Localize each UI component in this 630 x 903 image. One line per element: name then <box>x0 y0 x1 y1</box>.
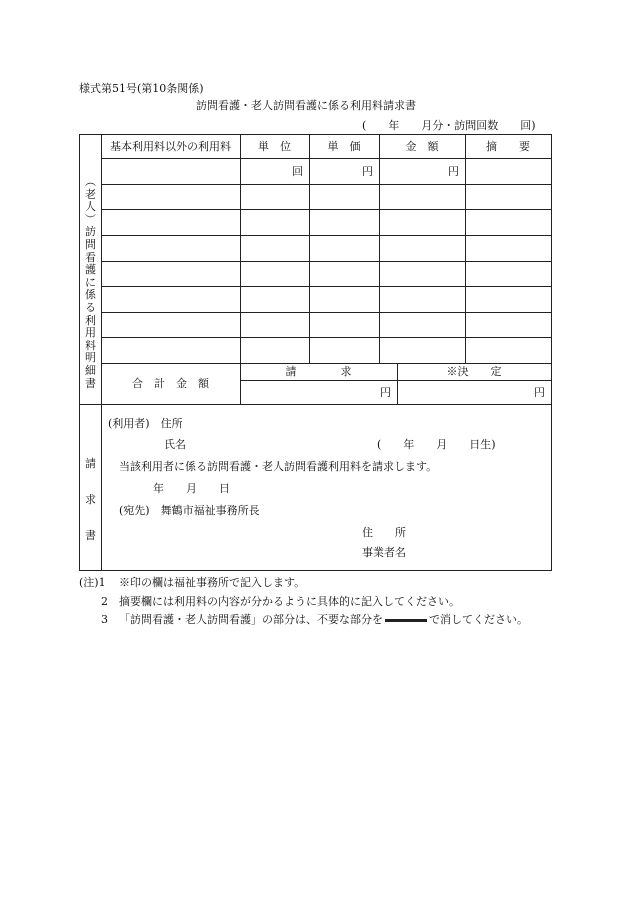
form-number: 様式第51号(第10条関係) <box>79 82 204 95</box>
note-2-number: 2 <box>101 595 108 608</box>
unit-times-mark: 回 <box>292 164 303 178</box>
note-2: 摘要欄には利用料の内容が分かるように具体的に記入してください。 <box>119 595 460 608</box>
period-line: ( 年 月分・訪問回数 回) <box>362 119 536 132</box>
vertical-char: 問 <box>85 237 96 251</box>
header-unit-price: 単 価 <box>327 139 361 153</box>
vertical-char: る <box>85 300 96 314</box>
vertical-char: に <box>85 275 96 289</box>
vertical-char: 係 <box>85 288 96 302</box>
note-3-text-a: 「訪問看護・老人訪問看護」の部分は、不要な部分を <box>119 613 383 626</box>
decision-label: ※決 定 <box>446 365 502 378</box>
addressee-label: (宛先) 舞鶴市福祉事務所長 <box>119 504 260 517</box>
vertical-char: 細 <box>85 363 96 377</box>
vertical-char: 看 <box>85 250 96 264</box>
request-date-label: 年 月 日 <box>153 482 230 495</box>
claim-yen-mark: 円 <box>380 385 391 399</box>
header-remarks: 摘 要 <box>486 139 530 153</box>
vertical-char: 請 <box>85 457 96 470</box>
total-amount-label: 合 計 金 額 <box>132 377 209 390</box>
unit-price-yen-mark: 円 <box>362 164 373 178</box>
vertical-char: 老 <box>85 187 96 201</box>
request-statement: 当該利用者に係る訪問看護・老人訪問看護利用料を請求します。 <box>119 460 438 473</box>
note-3 <box>119 613 528 626</box>
provider-name-label: 事業者名 <box>362 546 406 559</box>
vertical-char: ︵ <box>85 175 96 188</box>
vertical-char: 書 <box>85 376 96 390</box>
note-prefix: (注)1 <box>79 576 106 589</box>
vertical-char: 人 <box>85 200 96 214</box>
birth-date-label: ( 年 月 日生) <box>377 438 496 451</box>
user-name-label: 氏名 <box>164 438 186 451</box>
header-item: 基本利用料以外の利用料 <box>110 139 231 153</box>
strike-bar-sample <box>385 619 427 622</box>
vertical-char: 護 <box>85 263 96 277</box>
header-unit: 単 位 <box>258 139 291 153</box>
vertical-char: 明 <box>85 351 96 365</box>
vertical-char: 求 <box>85 493 96 506</box>
form-title: 訪問看護・老人訪問看護に係る利用料請求書 <box>196 99 416 112</box>
note-3-number: 3 <box>101 613 108 626</box>
provider-address-label: 住 所 <box>362 526 406 539</box>
decision-yen-mark: 円 <box>534 385 545 399</box>
vertical-char: 書 <box>85 529 96 542</box>
vertical-char: 訪 <box>85 225 96 239</box>
vertical-char: 用 <box>85 326 96 340</box>
claim-label: 請 求 <box>285 365 352 378</box>
user-address-label: (利用者) 住所 <box>108 417 183 430</box>
vertical-char: ︶ <box>85 212 96 226</box>
request-vertical-label <box>80 446 101 554</box>
note-1: ※印の欄は福祉事務所で記入します。 <box>119 576 306 589</box>
vertical-char: 利 <box>85 313 96 327</box>
detail-vertical-label <box>80 176 101 390</box>
amount-yen-mark: 円 <box>448 164 459 178</box>
vertical-char: 料 <box>85 338 96 352</box>
header-amount: 金 額 <box>405 139 439 153</box>
note-3-text-b: で消してください。 <box>429 613 528 626</box>
